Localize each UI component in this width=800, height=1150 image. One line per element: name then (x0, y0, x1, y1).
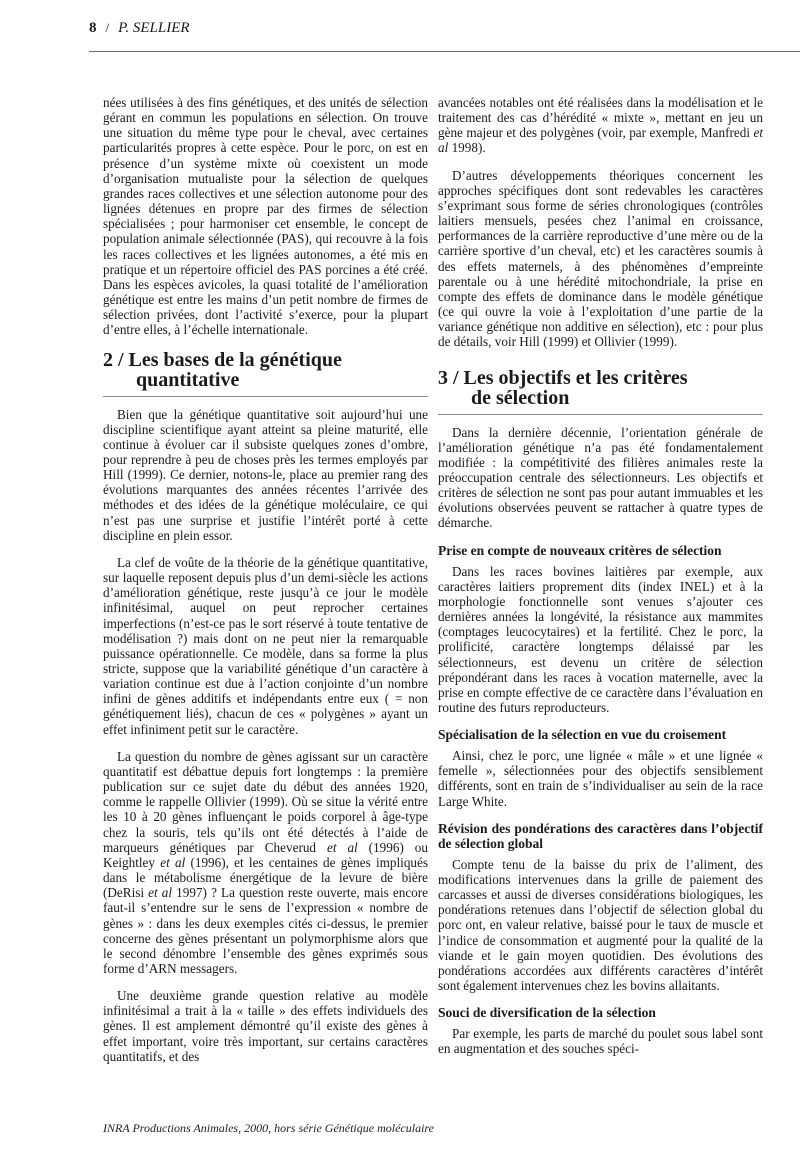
italic-citation: et al (160, 854, 186, 870)
text-run: La question du nombre de gènes agissant sur un caractère quantitatif est débattue depuis fort longtemps : la première publication sur ce sujet date du début des années 1920, comme le rappelle Ollivier (1999). Où se situe la vérité entre les 10 à 20 gènes influençant le poids corporel à âge-type chez la souris, tels qu’ils ont été détectés à l’aide de marqueurs génétiques par Cheverud (103, 748, 428, 855)
italic-citation: et al (326, 839, 358, 855)
paragraph (438, 95, 763, 156)
section-title-line1: 3 / Les objectifs et les critères (438, 366, 688, 389)
paragraph: Dans les races bovines laitières par exemple, aux caractères laitiers proprement dits (index INEL) et à la morphologie fonctionnelle sont venues s’ajouter ces dernières années la longévité, la résistance aux mammites (comptages leucocytaires) et la fertilité. Chez le porc, la prolificité, caractère longtemps délaissé par les sélectionneurs, est devenu un critère de sélection prépondérant dans les races à vocation maternelle, avec la prise en compte effective de ce caractère dans l’évaluation en routine des futurs reproducteurs. (438, 563, 763, 715)
paragraph: D’autres développements théoriques concernent les approches spécifiques dont sont redevables les caractères s’exprimant sous forme de séries chronologiques (contrôles laitiers mensuels, pesées chez l’animal en croissance, performances de la carrière reproductive d’une mère ou de la carrière sportive d’un cheval, etc) et les caractères soumis à des effets maternels, à des phénomènes d’empreinte parentale ou à une hérédité mitochondriale, la prise en compte des effets de dominance dans le modèle génétique (ce qui ouvre la voie à l’exploitation d’une partie de la variance génétique non additive en sélection), etc : pour plus de détails, voir Hill (1999) et Ollivier (1999). (438, 167, 763, 350)
header-author: P. SELLIER (118, 20, 190, 36)
subheading: Révision des pondérations des caractères dans l’objectif de sélection global (438, 820, 763, 851)
running-header (89, 20, 800, 37)
paragraph: nées utilisées à des fins génétiques, et des unités de sélection gérant en commun les populations en sélection. On trouve une situation du même type pour le cheval, avec certaines particularités propres à cette espèce. Pour le porc, on est en présence d’un système mixte où coexistent un mode d’organisation mutualiste pour la sélection de quelques grandes races collectives et une sélection autonome pour des lignées détenues en propre par des firmes de sélection spécialisées ; pour harmoniser cet ensemble, le concept de population animale sélectionnée (PAS), qui recouvre à la fois les races collectives et les lignées autonomes, a été mis en pratique et un répertoire officiel des PAS porcines a été créé. Dans les espèces avicoles, la quasi totalité de l’amélioration génétique est entre les mains d’un petit nombre de firmes de sélection privées, dont l’activité s’exerce, pour la plupart d’entre elles, à l’échelle internationale. (103, 95, 428, 338)
header-separator: / (105, 20, 110, 35)
subheading: Souci de diversification de la sélection (438, 1005, 656, 1021)
section-rule (438, 414, 763, 415)
header-rule (89, 51, 800, 52)
italic-citation: et al (438, 125, 763, 156)
paragraph: Bien que la génétique quantitative soit aujourd’hui une discipline scientifique ayant atteint sa pleine maturité, elle continue à évoluer car il subsiste quelques zones d’ombre, pour reprendre à peu de choses près les termes employés par Hill (1999). Ce dernier, notons-le, place au premier rang des évolutions marquantes des années récentes l’arrivée des méthodes et des idées de la génétique moléculaire, ce qui n’est pas une surprise et justifie l’intérêt porté à cette discipline en plein essor. (103, 406, 428, 543)
text-run: 1997) ? La question reste ouverte, mais encore faut-il s’entendre sur le sens de l’expression « nombre de gènes » : dans les deux exemples cités ci-dessus, le premier concerne des gènes présentant un polymorphisme alors que le second dénombre l’ensemble des gènes exprimés sous forme d’ARN messagers. (103, 885, 429, 976)
section-title-line2: de sélection (471, 386, 570, 409)
subheading: Prise en compte de nouveaux critères de sélection (438, 542, 722, 558)
section-heading-2 (103, 350, 428, 394)
paragraph (103, 749, 428, 976)
paragraph: Compte tenu de la baisse du prix de l’aliment, des modifications intervenues dans la grille de paiement des carcasses et aussi de diverses considérations biologiques, les pondérations retenues dans l’objectif de sélection global du porc ont, en valeur relative, baissé pour le taux de muscle et l’indice de consommation et augmenté pour la qualité de la viande et le gain moyen quotidien. Des évolutions des pondérations accordées aux différents caractères d’intérêt sont également intervenues chez les bovins allaitants. (438, 856, 763, 994)
italic-citation: et al (148, 885, 173, 901)
paragraph: Ainsi, chez le porc, une lignée « mâle » et une lignée « femelle », sélectionnées pour des objectifs sensiblement différents, sont en train de s’individualiser au sein de la race Large White. (438, 748, 763, 809)
text-run: 1998). (448, 140, 486, 156)
subheading: Spécialisation de la sélection en vue du croisement (438, 727, 727, 743)
page-number: 8 (89, 20, 97, 36)
text-run: avancées notables ont été réalisées dans la modélisation et le traitement des cas d’hérédité « mixte », mettant en jeu un gène majeur et des polygènes (voir, par exemple, Manfredi (438, 95, 763, 141)
text-run: (1996) ou Keightley (103, 839, 428, 870)
section-rule (103, 396, 428, 397)
footer-citation: INRA Productions Animales, 2000, hors série Génétique moléculaire (103, 1121, 434, 1135)
paragraph: La clef de voûte de la théorie de la génétique quantitative, sur laquelle reposent depuis plus d’un demi-siècle les actions d’amélioration génétique, reste jusqu’à ce jour le modèle infinitésimal, auquel on peut reprocher certaines imperfections (n’est-ce pas le sort réservé à toute tentative de modélisation ?) mais dont on ne peut nier la remarquable puissance opérationnelle. Ce modèle, dans sa forme la plus stricte, suppose que la variabilité génétique d’un caractère à variation continue est due à l’action conjointe d’un nombre infini de gènes additifs et indépendants entre eux ( = non génétiquement liés), chacun de ces « polygènes » ayant un effet infiniment petit sur le caractère. (103, 554, 428, 737)
section-title-line2: quantitative (136, 368, 240, 391)
section-title-line1: 2 / Les bases de la génétique (103, 348, 342, 371)
section-heading-3 (438, 368, 763, 412)
paragraph: Par exemple, les parts de marché du poulet sous label sont en augmentation et des souches spéci- (438, 1026, 763, 1057)
left-column (103, 95, 428, 1064)
right-column (438, 95, 763, 1057)
paragraph: Dans la dernière décennie, l’orientation générale de l’amélioration génétique n’a pas été fondamentalement modifiée : la compétitivité des filières animales reste la préoccupation centrale des sélectionneurs. Les objectifs et critères de sélection ne sont pas pour autant immuables et les évolutions observées peuvent se rattacher à quatre types de démarche. (438, 424, 763, 531)
text-run: (1996), et les centaines de gènes impliqués dans le métabolisme énergétique de la levure de bière (DeRisi (103, 854, 429, 901)
paragraph: Une deuxième grande question relative au modèle infinitésimal a trait à la « taille » des effets individuels des gènes. Il est amplement démontré qu’il existe des gènes à effet important, voire très important, sur certains caractères quantitatifs, et des (103, 988, 428, 1064)
